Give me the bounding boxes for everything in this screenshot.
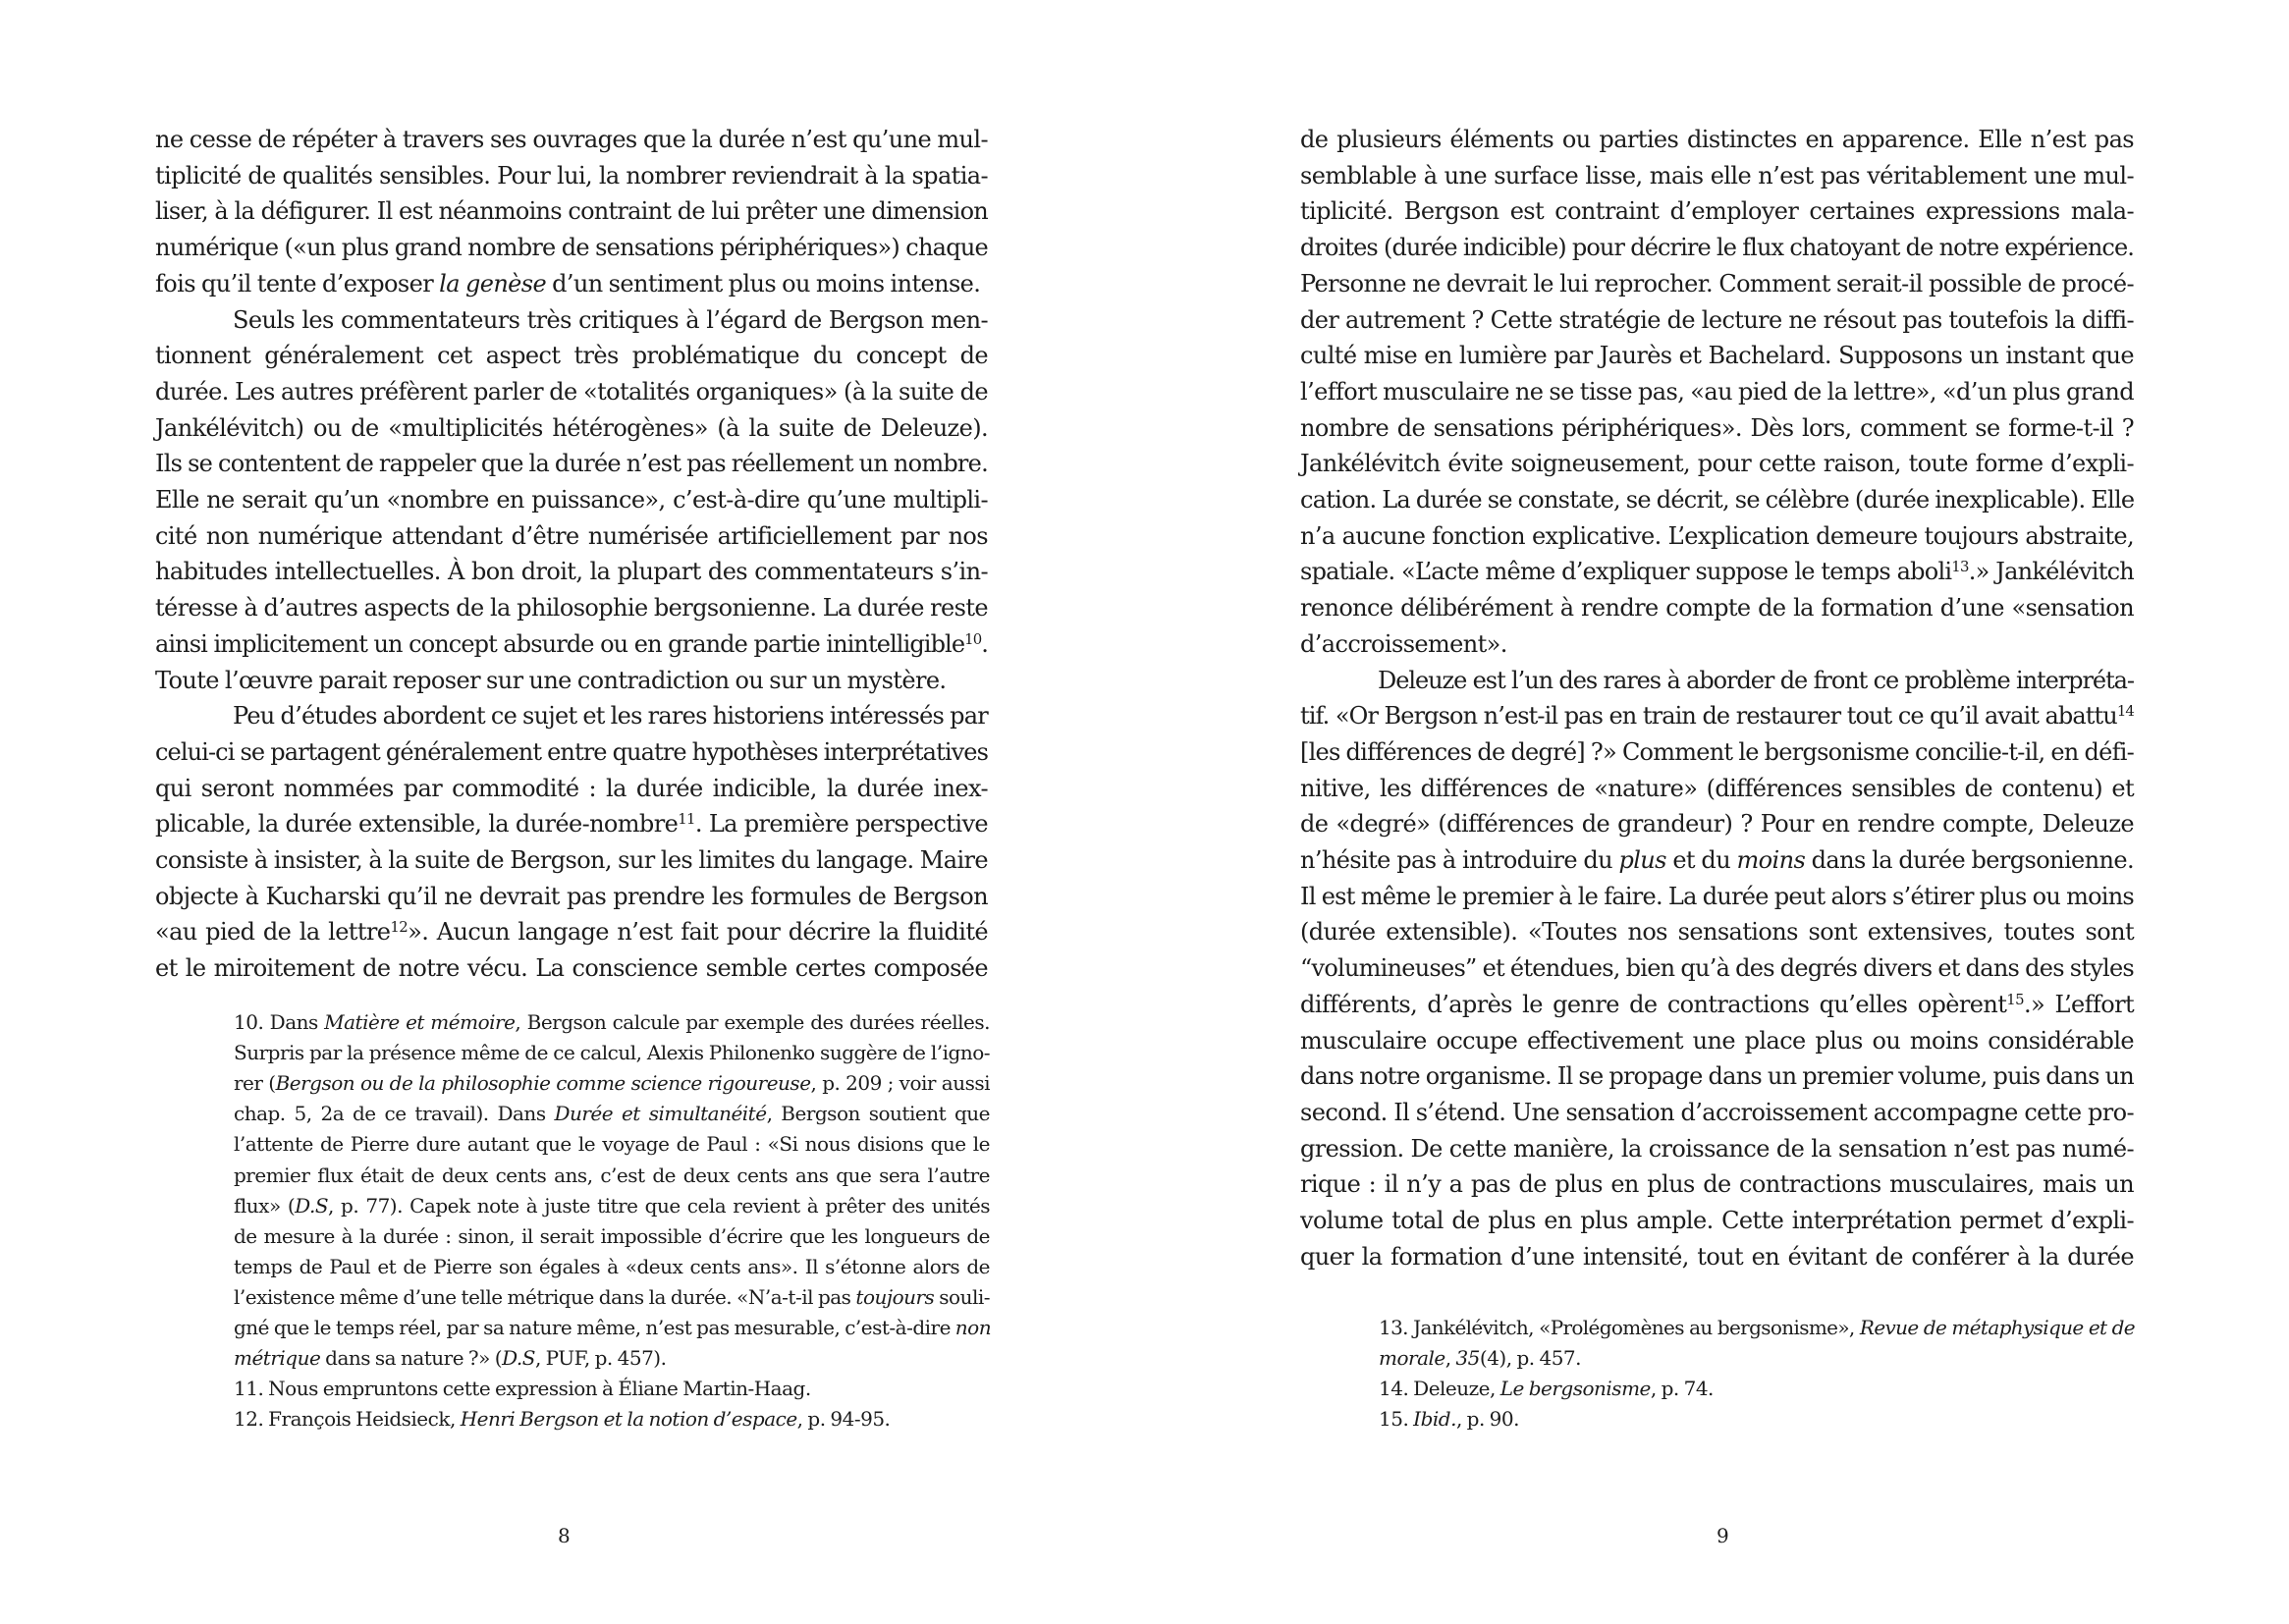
text-run: et du: [1665, 846, 1737, 874]
italic-text: moins: [1736, 846, 1806, 874]
text-line: [1300, 879, 2134, 914]
text-run: d’accroissement».: [1300, 630, 1507, 658]
italic-text: métrique: [234, 1346, 321, 1370]
left-page: [0, 0, 1144, 1624]
text-line: [1300, 1058, 2134, 1094]
footnote-line: [234, 1221, 990, 1252]
text-line: [233, 698, 988, 733]
text-run: ». Aucun langage n’est fait pour décrire la fluidité: [408, 918, 988, 946]
text-run: culté mise en lumière par Jaurès et Bachelard. Supposons un instant que: [1300, 342, 2134, 369]
text-run: , Bergson soutient que: [766, 1102, 990, 1125]
text-run: dans sa nature ?» (: [320, 1346, 503, 1370]
text-run: Jankélévitch évite soigneusement, pour cette raison, toute forme d’expli-: [1300, 450, 2134, 477]
text-line: [155, 122, 988, 157]
text-line: [155, 554, 988, 589]
text-line: [155, 771, 988, 806]
text-run: «au pied de la lettre: [155, 918, 391, 946]
text-run: rique : il n’y a pas de plus en plus de contractions musculaires, mais un: [1300, 1170, 2134, 1198]
text-run: der autrement ? Cette stratégie de lecture ne résout pas toutefois la diffi-: [1300, 306, 2134, 334]
text-run: tiplicité de qualités sensibles. Pour lui, la nombrer reviendrait à la spatia-: [155, 162, 988, 189]
text-line: [155, 410, 988, 446]
footnote-ref: 13: [1951, 557, 1969, 575]
text-run: second. Il s’étend. Une sensation d’accroissement accompagne cette pro-: [1300, 1099, 2134, 1126]
text-run: , p. 94-95.: [796, 1407, 891, 1431]
text-line: [1300, 374, 2134, 409]
text-run: dans notre organisme. Il se propage dans un premier volume, puis dans un: [1300, 1062, 2134, 1090]
text-run: tiplicité. Bergson est contraint d’employer certaines expressions mala-: [1300, 197, 2134, 225]
text-run: , p. 90.: [1455, 1407, 1519, 1431]
text-line: [155, 518, 988, 554]
text-line: [1300, 698, 2134, 733]
text-line: [155, 158, 988, 193]
italic-text: toujours: [855, 1285, 935, 1309]
text-run: de mesure à la durée : sinon, il serait impossible d’écrire que les longueurs de: [234, 1224, 990, 1248]
text-run: Jankélévitch) ou de «multiplicités hétérogènes» (à la suite de Deleuze).: [155, 414, 988, 442]
text-run: Personne ne devrait le lui reprocher. Comment serait-il possible de procé-: [1300, 270, 2134, 298]
text-run: Elle ne serait qu’un «nombre en puissance», c’est-à-dire qu’une multipli-: [155, 486, 988, 514]
text-run: volume total de plus en plus ample. Cette interprétation permet d’expli-: [1300, 1207, 2134, 1234]
text-line: [1378, 663, 2134, 698]
text-run: (durée extensible). «Toutes nos sensations sont extensives, toutes sont: [1300, 918, 2134, 946]
text-run: flux» (: [234, 1194, 296, 1218]
text-run: premier flux était de deux cents ans, c’est de deux cents ans que sera l’autre: [234, 1164, 990, 1187]
footnote-line: [1379, 1374, 2135, 1404]
text-run: chap. 5, 2a de ce travail). Dans: [234, 1102, 555, 1125]
italic-text: D.S: [295, 1194, 329, 1218]
text-run: n’hésite pas à introduire du: [1300, 846, 1619, 874]
text-run: . La première perspective: [694, 810, 989, 838]
text-line: [155, 590, 988, 625]
footnote-ref: 14: [2116, 701, 2134, 720]
text-run: 11. Nous empruntons cette expression à Éliane Martin-Haag.: [234, 1377, 811, 1400]
text-run: gné que le temps réel, par sa nature même, n’est pas mesurable, c’est-à-dire: [234, 1316, 955, 1339]
right-page: [1144, 0, 2289, 1624]
italic-text: Revue de métaphysique et de: [1859, 1316, 2135, 1339]
text-run: .: [981, 630, 988, 658]
text-run: l’attente de Pierre dure autant que le voyage de Paul : «Si nous disions que le: [234, 1132, 990, 1156]
footnote-line: [234, 1282, 990, 1313]
text-run: numérique («un plus grand nombre de sensations périphériques») chaque: [155, 234, 988, 261]
text-line: [1300, 1131, 2134, 1166]
text-run: .» L’effort: [2024, 991, 2134, 1018]
text-line: [1300, 914, 2134, 949]
text-line: [1300, 518, 2134, 554]
text-run: Il est même le premier à le faire. La durée peut alors s’étirer plus ou moins: [1300, 883, 2134, 910]
footnote-line: [234, 1404, 990, 1435]
text-run: plicable, la durée extensible, la durée-nombre: [155, 810, 679, 838]
footnote-ref: 11: [678, 809, 695, 828]
text-run: ainsi implicitement un concept absurde ou en grande partie inintelligible: [155, 630, 965, 658]
text-run: qui seront nommées par commodité : la durée indicible, la durée inex-: [155, 775, 988, 802]
italic-text: Le bergsonisme: [1499, 1377, 1651, 1400]
text-run: Toute l’œuvre parait reposer sur une contradiction ou sur un mystère.: [155, 667, 947, 694]
text-run: fois qu’il tente d’exposer: [155, 270, 440, 298]
text-line: [155, 338, 988, 373]
text-run: musculaire occupe effectivement une place plus ou moins considérable: [1300, 1027, 2134, 1055]
text-run: dans la durée bergsonienne.: [1805, 846, 2134, 874]
italic-text: plus: [1618, 846, 1666, 874]
italic-text: Matière et mémoire: [324, 1010, 516, 1034]
text-run: , p. 77). Capek note à juste titre que cela revient à prêter des unités: [328, 1194, 990, 1218]
text-line: [155, 626, 988, 662]
text-run: 15.: [1379, 1407, 1414, 1431]
text-line: [1300, 554, 2134, 589]
text-run: nitive, les différences de «nature» (différences sensibles de contenu) et: [1300, 775, 2134, 802]
footnote-ref: 10: [964, 629, 982, 648]
text-run: droites (durée indicible) pour décrire le flux chatoyant de notre expérience.: [1300, 234, 2134, 261]
text-line: [1300, 590, 2134, 625]
text-run: différents, d’après le genre de contractions qu’elles opèrent: [1300, 991, 2007, 1018]
italic-text: Bergson ou de la philosophie comme science rigoureuse: [275, 1071, 811, 1095]
text-run: semblable à une surface lisse, mais elle n’est pas véritablement une mul-: [1300, 162, 2134, 189]
text-line: [1300, 950, 2134, 986]
footnote-line: [234, 1038, 990, 1068]
text-run: téresse à d’autres aspects de la philosophie bergsonienne. La durée reste: [155, 594, 988, 622]
footnote-line: [234, 1161, 990, 1191]
text-line: [1300, 842, 2134, 878]
text-line: [1300, 734, 2134, 770]
text-line: [1300, 230, 2134, 265]
text-line: [1300, 410, 2134, 446]
text-run: Peu d’études abordent ce sujet et les rares historiens intéressés par: [233, 702, 988, 730]
text-run: 10. Dans: [234, 1010, 325, 1034]
text-run: temps de Paul et de Pierre son égales à «deux cents ans». Il s’étonne alors de: [234, 1255, 990, 1278]
text-run: l’existence même d’une telle métrique dans la durée. «N’a-t-il pas: [234, 1285, 856, 1309]
text-run: de «degré» (différences de grandeur) ? Pour en rendre compte, Deleuze: [1300, 810, 2134, 838]
text-line: [155, 806, 988, 841]
text-line: [1300, 806, 2134, 841]
italic-text: morale: [1379, 1346, 1445, 1370]
text-run: tif. «Or Bergson n’est-il pas en train de restaurer tout ce qu’il avait abattu: [1300, 702, 2117, 730]
text-run: de plusieurs éléments ou parties distinctes en apparence. Elle n’est pas: [1300, 126, 2134, 153]
text-run: n’a aucune fonction explicative. L’explication demeure toujours abstraite,: [1300, 522, 2134, 550]
text-line: [1300, 626, 2134, 662]
text-line: [155, 734, 988, 770]
text-line: [155, 482, 988, 517]
text-line: [1300, 1203, 2134, 1238]
text-run: Surpris par la présence même de ce calcul, Alexis Philonenko suggère de l’igno-: [234, 1041, 990, 1064]
text-line: [155, 879, 988, 914]
italic-text: 35: [1455, 1346, 1480, 1370]
text-run: 12. François Heidsieck,: [234, 1407, 461, 1431]
text-line: [1300, 1023, 2134, 1058]
text-run: l’effort musculaire ne se tisse pas, «au pied de la lettre», «d’un plus grand: [1300, 378, 2134, 406]
text-run: 14. Deleuze,: [1379, 1377, 1500, 1400]
italic-text: Durée et simultanéité: [554, 1102, 767, 1125]
footnote-line: [234, 1343, 990, 1374]
text-line: [1300, 158, 2134, 193]
italic-text: Ibid.: [1413, 1407, 1456, 1431]
text-run: tionnent généralement cet aspect très problématique du concept de: [155, 342, 988, 369]
text-line: [1300, 1239, 2134, 1274]
text-line: [233, 302, 988, 338]
text-run: habitudes intellectuelles. À bon droit, la plupart des commentateurs s’in-: [155, 558, 988, 585]
footnote-line: [1379, 1313, 2135, 1343]
text-run: spatiale. «L’acte même d’expliquer suppose le temps aboli: [1300, 558, 1952, 585]
text-run: celui-ci se partagent généralement entre quatre hypothèses interprétatives: [155, 738, 988, 766]
text-run: et le miroitement de notre vécu. La conscience semble certes composée: [155, 954, 988, 982]
text-run: quer la formation d’une intensité, tout en évitant de conférer à la durée: [1300, 1243, 2134, 1271]
footnote-line: [234, 1252, 990, 1282]
text-run: nombre de sensations périphériques». Dès lors, comment se forme-t-il ?: [1300, 414, 2134, 442]
footnote-line: [234, 1374, 990, 1404]
text-run: .» Jankélévitch: [1968, 558, 2134, 585]
footnote-line: [234, 1129, 990, 1160]
text-run: ne cesse de répéter à travers ses ouvrages que la durée n’est qu’une mul-: [155, 126, 988, 153]
text-run: liser, à la défigurer. Il est néanmoins contraint de lui prêter une dimension: [155, 197, 988, 225]
footnote-line: [234, 1068, 990, 1099]
footnote-ref: 12: [390, 917, 409, 936]
text-run: (4), p. 457.: [1479, 1346, 1581, 1370]
text-run: , PUF, p. 457).: [534, 1346, 667, 1370]
text-line: [155, 193, 988, 229]
text-line: [155, 230, 988, 265]
text-line: [155, 663, 988, 698]
text-run: consiste à insister, à la suite de Bergson, sur les limites du langage. Maire: [155, 846, 988, 874]
footnote-line: [234, 1099, 990, 1129]
text-run: [les différences de degré] ?» Comment le bergsonisme concilie-t-il, en défi-: [1300, 738, 2134, 766]
text-line: [1300, 1095, 2134, 1130]
text-run: Deleuze est l’un des rares à aborder de front ce problème interpréta-: [1378, 667, 2134, 694]
text-run: renonce délibérément à rendre compte de la formation d’une «sensation: [1300, 594, 2134, 622]
italic-text: D.S: [502, 1346, 535, 1370]
text-line: [155, 914, 988, 949]
footnote-line: [234, 1191, 990, 1221]
text-run: durée. Les autres préfèrent parler de «totalités organiques» (à la suite de: [155, 378, 988, 406]
text-line: [1300, 266, 2134, 301]
text-line: [1300, 302, 2134, 338]
text-run: souli-: [934, 1285, 991, 1309]
italic-text: la genèse: [439, 270, 547, 298]
text-run: “volumineuses” et étendues, bien qu’à des degrés divers et dans des styles: [1300, 954, 2134, 982]
text-run: rer (: [234, 1071, 276, 1095]
text-line: [1300, 987, 2134, 1022]
text-line: [1300, 193, 2134, 229]
italic-text: Henri Bergson et la notion d’espace: [460, 1407, 797, 1431]
text-run: objecte à Kucharski qu’il ne devrait pas prendre les formules de Bergson: [155, 883, 988, 910]
text-line: [155, 374, 988, 409]
text-line: [1300, 482, 2134, 517]
text-line: [1300, 771, 2134, 806]
footnote-line: [234, 1313, 990, 1343]
text-run: Ils se contentent de rappeler que la durée n’est pas réellement un nombre.: [155, 450, 988, 477]
text-run: cation. La durée se constate, se décrit, se célèbre (durée inexplicable). Elle: [1300, 486, 2135, 514]
text-run: gression. De cette manière, la croissance de la sensation n’est pas numé-: [1300, 1135, 2134, 1163]
page-number: 8: [558, 1524, 571, 1547]
text-line: [155, 446, 988, 481]
footnote-line: [1379, 1343, 2135, 1374]
text-run: ,: [1444, 1346, 1456, 1370]
text-run: cité non numérique attendant d’être numérisée artificiellement par nos: [155, 522, 988, 550]
text-run: , p. 74.: [1650, 1377, 1714, 1400]
text-run: , Bergson calcule par exemple des durées réelles.: [515, 1010, 990, 1034]
text-line: [155, 842, 988, 878]
text-run: , p. 209 ; voir aussi: [810, 1071, 990, 1095]
footnote-line: [234, 1007, 990, 1038]
text-line: [1300, 122, 2134, 157]
footnote-line: [1379, 1404, 2135, 1435]
page-number: 9: [1717, 1524, 1729, 1547]
text-line: [1300, 338, 2134, 373]
text-line: [1300, 1166, 2134, 1202]
text-run: 13. Jankélévitch, «Prolégomènes au bergsonisme»,: [1379, 1316, 1860, 1339]
text-line: [155, 266, 988, 301]
text-line: [155, 950, 988, 986]
footnote-ref: 15: [2006, 990, 2025, 1008]
text-line: [1300, 446, 2134, 481]
italic-text: non: [954, 1316, 992, 1339]
text-run: d’un sentiment plus ou moins intense.: [546, 270, 981, 298]
text-run: Seuls les commentateurs très critiques à l’égard de Bergson men-: [233, 306, 988, 334]
